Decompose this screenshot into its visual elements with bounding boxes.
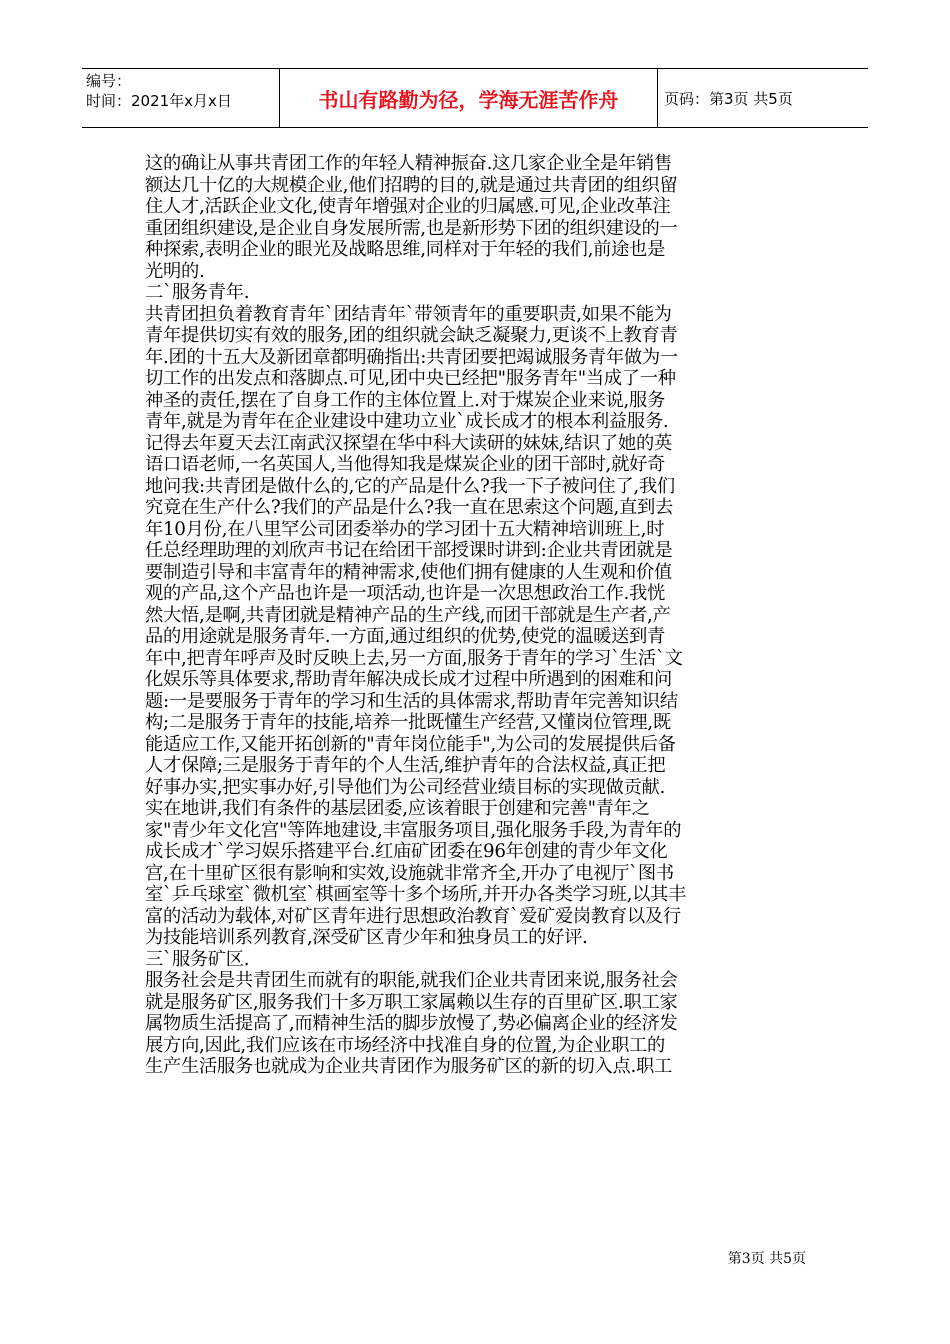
body-line: 二`服务青年. [145, 282, 250, 303]
body-line: 实在地讲,我们有条件的基层团委,应该着眼于创建和完善"青年之 [145, 798, 650, 819]
body-line: 三`服务矿区. [145, 948, 250, 970]
body-line: 化娱乐等具体要求,帮助青年解决成长成才过程中所遇到的困难和问 [145, 669, 672, 690]
body-line: 属物质生活提高了,而精神生活的脚步放慢了,势必偏离企业的经济发 [145, 1013, 678, 1034]
body-line: 语口语老师,一名英国人,当他得知我是煤炭企业的团干部时,就好奇 [145, 454, 666, 475]
document-body [145, 153, 815, 1078]
body-line: 生产生活服务也就成为企业共青团作为服务矿区的新的切入点.职工 [145, 1056, 672, 1077]
body-line: 宫,在十里矿区很有影响和实效,设施就非常齐全,开办了电视厅`图书 [145, 862, 674, 884]
body-line: 重团组织建设,是企业自身发展所需,也是新形势下团的组织建设的一 [145, 217, 678, 239]
body-line: 为技能培训系列教育,深受矿区青少年和独身员工的好评. [145, 927, 588, 948]
body-line: 神圣的责任,摆在了自身工作的主体位置上.对于煤炭企业来说,服务 [145, 389, 666, 411]
body-line: 年中,把青年呼声及时反映上去,另一方面,服务于青年的学习`生活`文 [145, 647, 683, 669]
document-time-label: 时间：2021年x月x日 [86, 92, 232, 110]
body-line: 要制造引导和丰富青年的精神需求,使他们拥有健康的人生观和价值 [145, 561, 672, 583]
body-line: 这的确让从事共青团工作的年轻人精神振奋.这几家企业全是年销售 [145, 153, 672, 174]
body-line: 成长成才`学习娱乐搭建平台.红庙矿团委在96年创建的青少年文化 [145, 841, 668, 862]
document-code-label: 编号： [86, 72, 132, 90]
header-meta [82, 69, 280, 127]
body-line: 记得去年夏天去江南武汉探望在华中科大读研的妹妹,结识了她的英 [145, 432, 672, 454]
body-line: 品的用途就是服务青年.一方面,通过组织的优势,使党的温暖送到青 [145, 626, 666, 647]
body-line: 展方向,因此,我们应该在市场经济中找准自身的位置,为企业职工的 [145, 1034, 666, 1056]
body-line: 种探索,表明企业的眼光及战略思维,同样对于年轻的我们,前途也是 [145, 239, 666, 260]
body-line: 室`乒乓球室`微机室`棋画室等十多个场所,并开办各类学习班,以其丰 [145, 884, 687, 905]
body-line: 好事办实,把实事办好,引导他们为公司经营业绩目标的实现做贡献. [145, 776, 666, 798]
body-line: 切工作的出发点和落脚点.可见,团中央已经把"服务青年"当成了一种 [145, 368, 676, 389]
body-line: 题:一是要服务于青年的学习和生活的具体需求,帮助青年完善知识结 [145, 690, 678, 712]
body-line: 富的活动为载体,对矿区青年进行思想政治教育`爱矿爱岗教育以及行 [145, 905, 681, 927]
header-page-indicator: 页码：第3页 共5页 [664, 89, 793, 108]
body-line: 然大悟,是啊,共青团就是精神产品的生产线,而团干部就是生产者,产 [145, 604, 671, 626]
body-line: 人才保障;三是服务于青年的个人生活,维护青年的合法权益,真正把 [145, 755, 666, 776]
body-line: 就是服务矿区,服务我们十多万职工家属赖以生存的百里矿区.职工家 [145, 991, 678, 1013]
body-line: 光明的. [145, 260, 205, 282]
body-line: 能适应工作,又能开拓创新的"青年岗位能手",为公司的发展提供后备 [145, 733, 676, 755]
body-line: 地问我:共青团是做什么的,它的产品是什么?我一下子被问住了,我们 [145, 475, 675, 497]
body-line: 共青团担负着教育青年`团结青年`带领青年的重要职责,如果不能为 [145, 303, 672, 325]
header-motto: 书山有路勤为径，学海无涯苦作舟 [280, 69, 658, 127]
body-line: 任总经理助理的刘欣声书记在给团干部授课时讲到:企业共青团就是 [145, 540, 673, 561]
body-line: 青年提供切实有效的服务,团的组织就会缺乏凝聚力,更谈不上教育青 [145, 325, 678, 346]
body-line: 额达几十亿的大规模企业,他们招聘的目的,就是通过共青团的组织留 [145, 174, 678, 196]
body-line: 青年,就是为青年在企业建设中建功立业`成长成才的根本利益服务. [145, 411, 669, 432]
footer-page-indicator: 第3页 共5页 [727, 1251, 806, 1267]
body-line: 住人才,活跃企业文化,使青年增强对企业的归属感.可见,企业改革注 [145, 196, 671, 217]
body-line: 服务社会是共青团生而就有的职能,就我们企业共青团来说,服务社会 [145, 970, 678, 991]
page-header [82, 68, 868, 128]
body-line: 家"青少年文化宫"等阵地建设,丰富服务项目,强化服务手段,为青年的 [145, 819, 682, 841]
body-line: 年.团的十五大及新团章都明确指出:共青团要把竭诚服务青年做为一 [145, 346, 678, 368]
body-line: 构;二是服务于青年的技能,培养一批既懂生产经营,又懂岗位管理,既 [145, 712, 671, 733]
body-line: 年10月份,在八里罕公司团委举办的学习团十五大精神培训班上,时 [145, 518, 665, 540]
body-line: 观的产品,这个产品也许是一项活动,也许是一次思想政治工作.我恍 [145, 583, 666, 604]
body-line: 究竟在生产什么?我们的产品是什么?我一直在思索这个问题,直到去 [145, 497, 673, 518]
